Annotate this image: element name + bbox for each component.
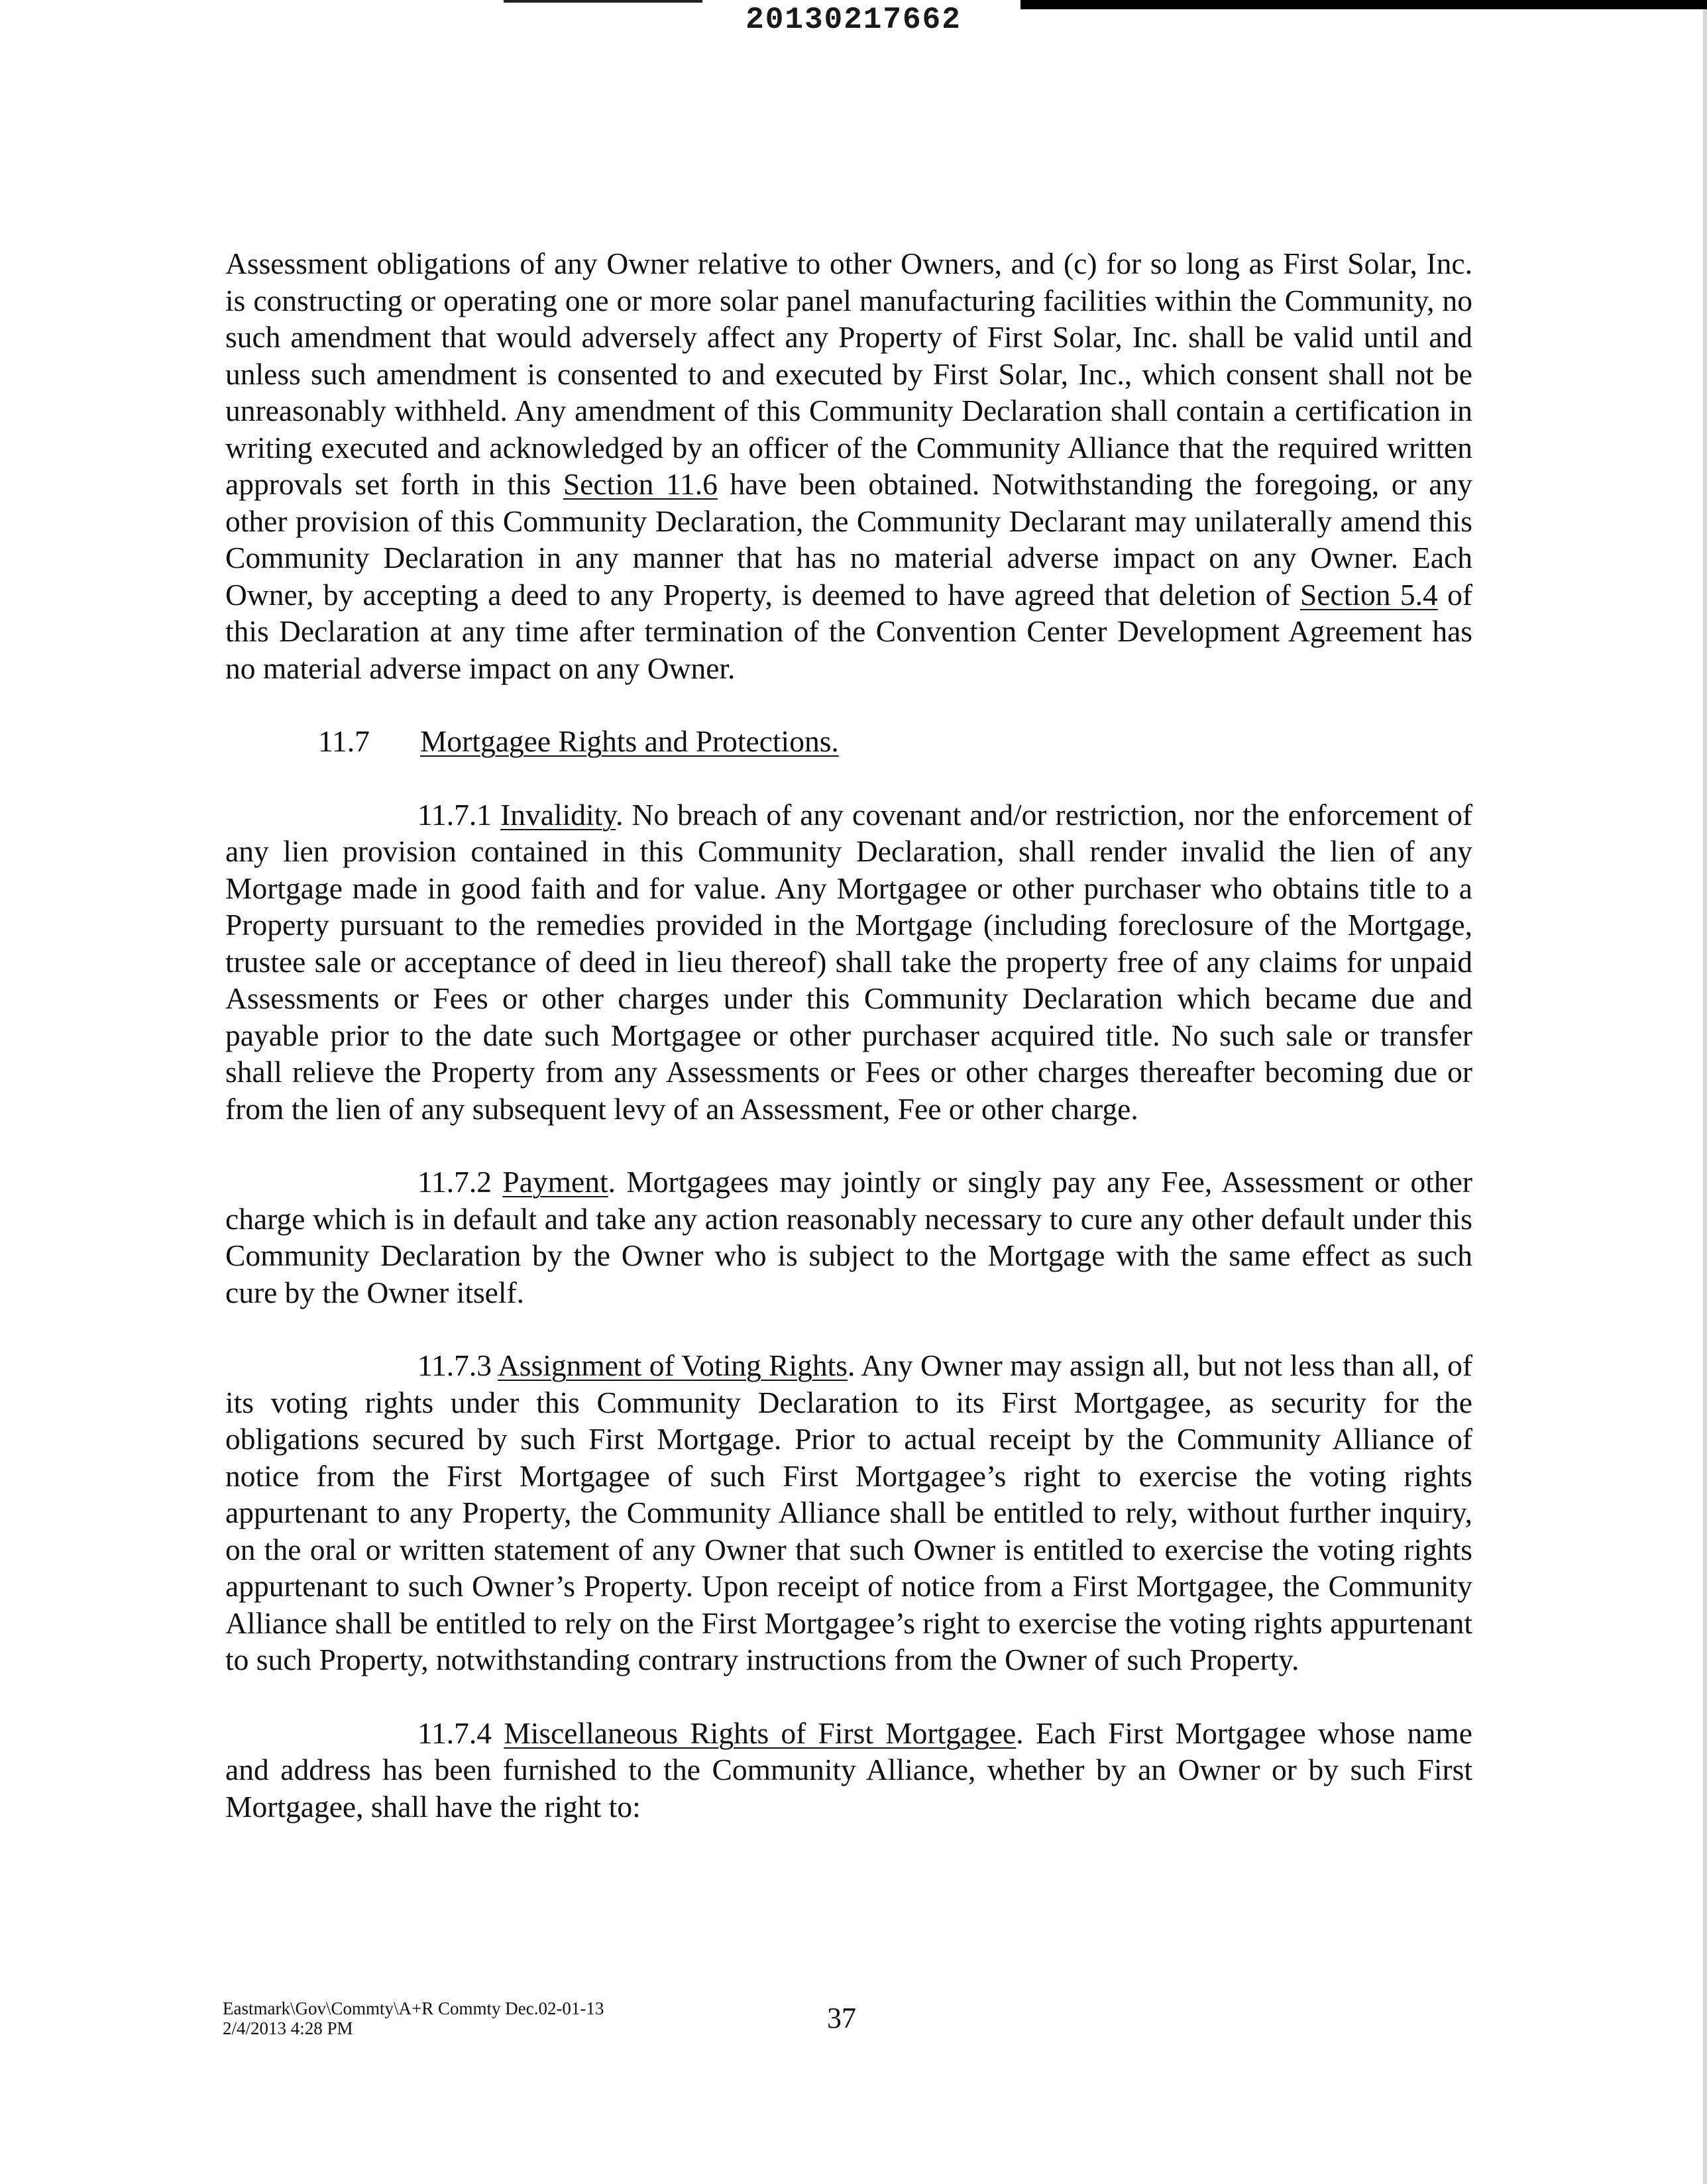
- scan-edge: [1703, 9, 1707, 2184]
- section-reference: Section 11.6: [563, 467, 718, 501]
- section-number: 11.7: [318, 724, 370, 758]
- subsection-paragraph: 11.7.4 Miscellaneous Rights of First Mortgagee. Each First Mortgagee whose name and address has been furnished to the Community Alliance, whether by an Owner or by such First Mortgagee, shall have the right to:: [225, 1716, 1472, 1824]
- section-title: Mortgagee Rights and Protections.: [419, 724, 839, 758]
- subsection-paragraph: 11.7.1 Invalidity. No breach of any covenant and/or restriction, nor the enforcement of any lien provision contained in this Community Declaration, shall render invalid the lien of any Mortgage made in good faith and for value. Any Mortgagee or other purchaser who obtains title to a Property pursuant to the remedies provided in the Mortgage (including foreclosure of the Mortgage, trustee sale or acceptance of deed in lieu thereof) shall take the property free of any claims for unpaid Assessments or Fees or other charges under this Community Declaration which became due and payable prior to the date such Mortgagee or other purchaser acquired title. No such sale or transfer shall relieve the Property from any Assessments or Fees or other charges thereafter becoming due or from the lien of any subsequent levy of an Assessment, Fee or other charge.: [225, 797, 1472, 1126]
- footer-file-info: [223, 1998, 604, 2038]
- subsection-number: 11.7.2: [417, 1165, 492, 1199]
- footer-file-path: Eastmark\Gov\Commty\A+R Commty Dec.02-01-13: [223, 1998, 604, 2018]
- continuation-paragraph: Assessment obligations of any Owner relative to other Owners, and (c) for so long as First Solar, Inc. is constructing or operating one or more solar panel manufacturing facilities within the Community, no such amendment that would adversely affect any Property of First Solar, Inc. shall be valid until and unless such amendment is consented to and executed by First Solar, Inc., which consent shall not be unreasonably withheld. Any amendment of this Community Declaration shall contain a certification in writing executed and acknowledged by an officer of the Community Alliance that the required written approvals set forth in this Section 11.6 have been obtained. Notwithstanding the foregoing, or any other provision of this Community Declaration, the Community Declarant may unilaterally amend this Community Declaration in any manner that has no material adverse impact on any Owner. Each Owner, by accepting a deed to any Property, is deemed to have agreed that deletion of Section 5.4 of this Declaration at any time after termination of the Convention Center Development Agreement has no material adverse impact on any Owner.: [225, 246, 1472, 685]
- subsection-number: 11.7.1: [417, 797, 492, 832]
- section-heading: [225, 723, 1472, 760]
- subsection-title: Invalidity: [500, 797, 616, 832]
- subsection-paragraph: 11.7.2 Payment. Mortgagees may jointly or singly pay any Fee, Assessment or other charge which is in default and take any action reasonably necessary to cure any other default under this Community Declaration by the Owner who is subject to the Mortgage with the same effect as such cure by the Owner itself.: [225, 1165, 1472, 1309]
- subsection-title: Assignment of Voting Rights: [497, 1348, 848, 1382]
- page-number: 37: [827, 2002, 856, 2034]
- subsection-title: Miscellaneous Rights of First Mortgagee: [504, 1716, 1017, 1750]
- document-number: 20130217662: [745, 3, 962, 37]
- subsection-number: 11.7.3: [417, 1348, 492, 1382]
- subsection-title: Payment: [502, 1165, 608, 1199]
- footer-timestamp: 2/4/2013 4:28 PM: [223, 2018, 353, 2038]
- section-reference: Section 5.4: [1300, 577, 1438, 612]
- subsection-number: 11.7.4: [417, 1716, 492, 1750]
- subsection-paragraph: 11.7.3 Assignment of Voting Rights. Any Owner may assign all, but not less than all, of its voting rights under this Community Declaration to its First Mortgagee, as security for the obligations secured by such First Mortgage. Prior to actual receipt by the Community Alliance of notice from the First Mortgagee of such First Mortgagee’s right to exercise the voting rights appurtenant to any Property, the Community Alliance shall be entitled to rely, without further inquiry, on the oral or written statement of any Owner that such Owner is entitled to exercise the voting rights appurtenant to such Owner’s Property. Upon receipt of notice from a First Mortgagee, the Community Alliance shall be entitled to rely on the First Mortgagee’s right to exercise the voting rights appurtenant to such Property, notwithstanding contrary instructions from the Owner of such Property.: [225, 1348, 1472, 1676]
- page-body: [225, 245, 1472, 1825]
